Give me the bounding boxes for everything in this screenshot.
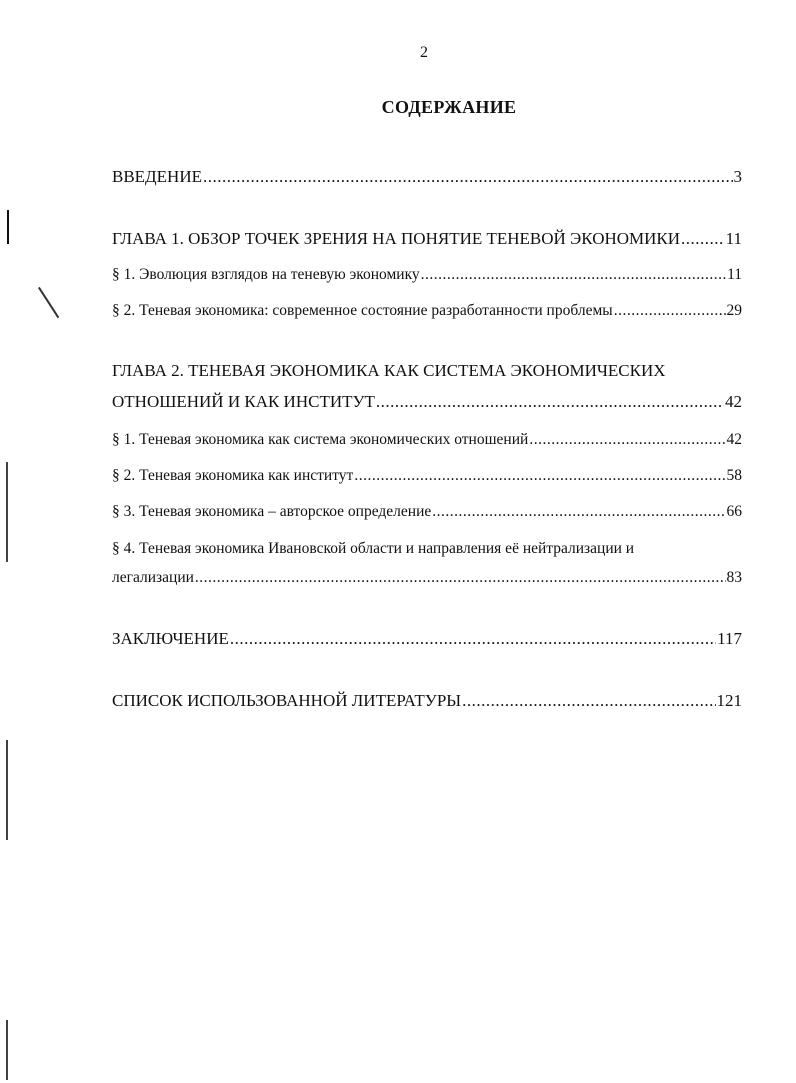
toc-entry-label: ГЛАВА 1. ОБЗОР ТОЧЕК ЗРЕНИЯ НА ПОНЯТИЕ ТЕНЕВОЙ ЭКОНОМИКИ [112, 229, 681, 248]
toc-entry-page: 58 [726, 467, 742, 484]
scan-artifact-mark [6, 1020, 8, 1080]
toc-entry-chapter-1-section-1[interactable] [112, 264, 742, 286]
toc-entry-label: § 3. Теневая экономика – авторское определение [112, 503, 432, 520]
scan-artifact-mark [6, 740, 8, 840]
toc-leader-dots [376, 391, 724, 413]
toc-entry-bibliography[interactable] [112, 690, 742, 712]
scan-artifact-mark [7, 210, 9, 244]
toc-entry-page: 121 [716, 691, 742, 710]
toc-entry-page: 3 [733, 167, 742, 186]
toc-leader-dots [614, 300, 726, 322]
toc-entry-chapter-2-section-3[interactable] [112, 501, 742, 523]
toc-entry-label: § 2. Теневая экономика как институт [112, 467, 354, 484]
scan-artifact-mark [6, 462, 8, 562]
toc-entry-chapter-2-line-1[interactable]: ГЛАВА 2. ТЕНЕВАЯ ЭКОНОМИКА КАК СИСТЕМА ЭКОНОМИЧЕСКИХ [112, 361, 666, 380]
toc-leader-dots [681, 228, 725, 250]
toc-leader-dots [421, 264, 726, 286]
toc-leader-dots [432, 501, 725, 523]
toc-entry-chapter-2-section-1[interactable] [112, 429, 742, 451]
toc-entry-page: 42 [726, 431, 742, 448]
toc-entry-label: ВВЕДЕНИЕ [112, 167, 202, 186]
toc-entry-chapter-1[interactable] [112, 228, 742, 250]
scan-artifact-line [38, 287, 59, 318]
toc-entry-chapter-2-section-4[interactable] [112, 567, 742, 589]
toc-entry-page: 42 [725, 392, 742, 411]
page-number: 2 [420, 44, 428, 61]
toc-entry-label: СПИСОК ИСПОЛЬЗОВАННОЙ ЛИТЕРАТУРЫ [112, 691, 462, 710]
toc-leader-dots [195, 567, 726, 589]
toc-entry-intro[interactable] [112, 166, 742, 188]
toc-entry-page: 117 [717, 629, 742, 648]
toc-entry-page: 11 [725, 229, 742, 248]
toc-leader-dots [462, 690, 715, 712]
toc-entry-chapter-1-section-2[interactable] [112, 300, 742, 322]
toc-entry-chapter-2-section-4-line-1[interactable]: § 4. Теневая экономика Ивановской области и направления её нейтрализации и [112, 540, 635, 557]
toc-leader-dots [354, 465, 725, 487]
toc-entry-label: ЗАКЛЮЧЕНИЕ [112, 629, 229, 648]
toc-entry-page: 11 [727, 266, 742, 283]
toc-entry-conclusion[interactable] [112, 628, 742, 650]
toc-entry-label: § 2. Теневая экономика: современное состояние разработанности проблемы [112, 302, 613, 319]
toc-leader-dots [230, 628, 716, 650]
toc-entry-label: § 1. Теневая экономика как система экономических отношений [112, 431, 529, 448]
toc-entry-label: легализации [112, 569, 194, 586]
toc-entry-label: ОТНОШЕНИЙ И КАК ИНСТИТУТ [112, 392, 375, 411]
toc-entry-label: § 1. Эволюция взглядов на теневую экономику [112, 266, 420, 283]
toc-entry-chapter-2[interactable] [112, 391, 742, 413]
toc-entry-page: 83 [726, 569, 742, 586]
page-title: СОДЕРЖАНИЕ [381, 97, 517, 117]
toc-entry-page: 29 [726, 302, 742, 319]
toc-leader-dots [529, 429, 725, 451]
toc-leader-dots [203, 166, 733, 188]
toc-entry-chapter-2-section-2[interactable] [112, 465, 742, 487]
toc-entry-page: 66 [726, 503, 742, 520]
